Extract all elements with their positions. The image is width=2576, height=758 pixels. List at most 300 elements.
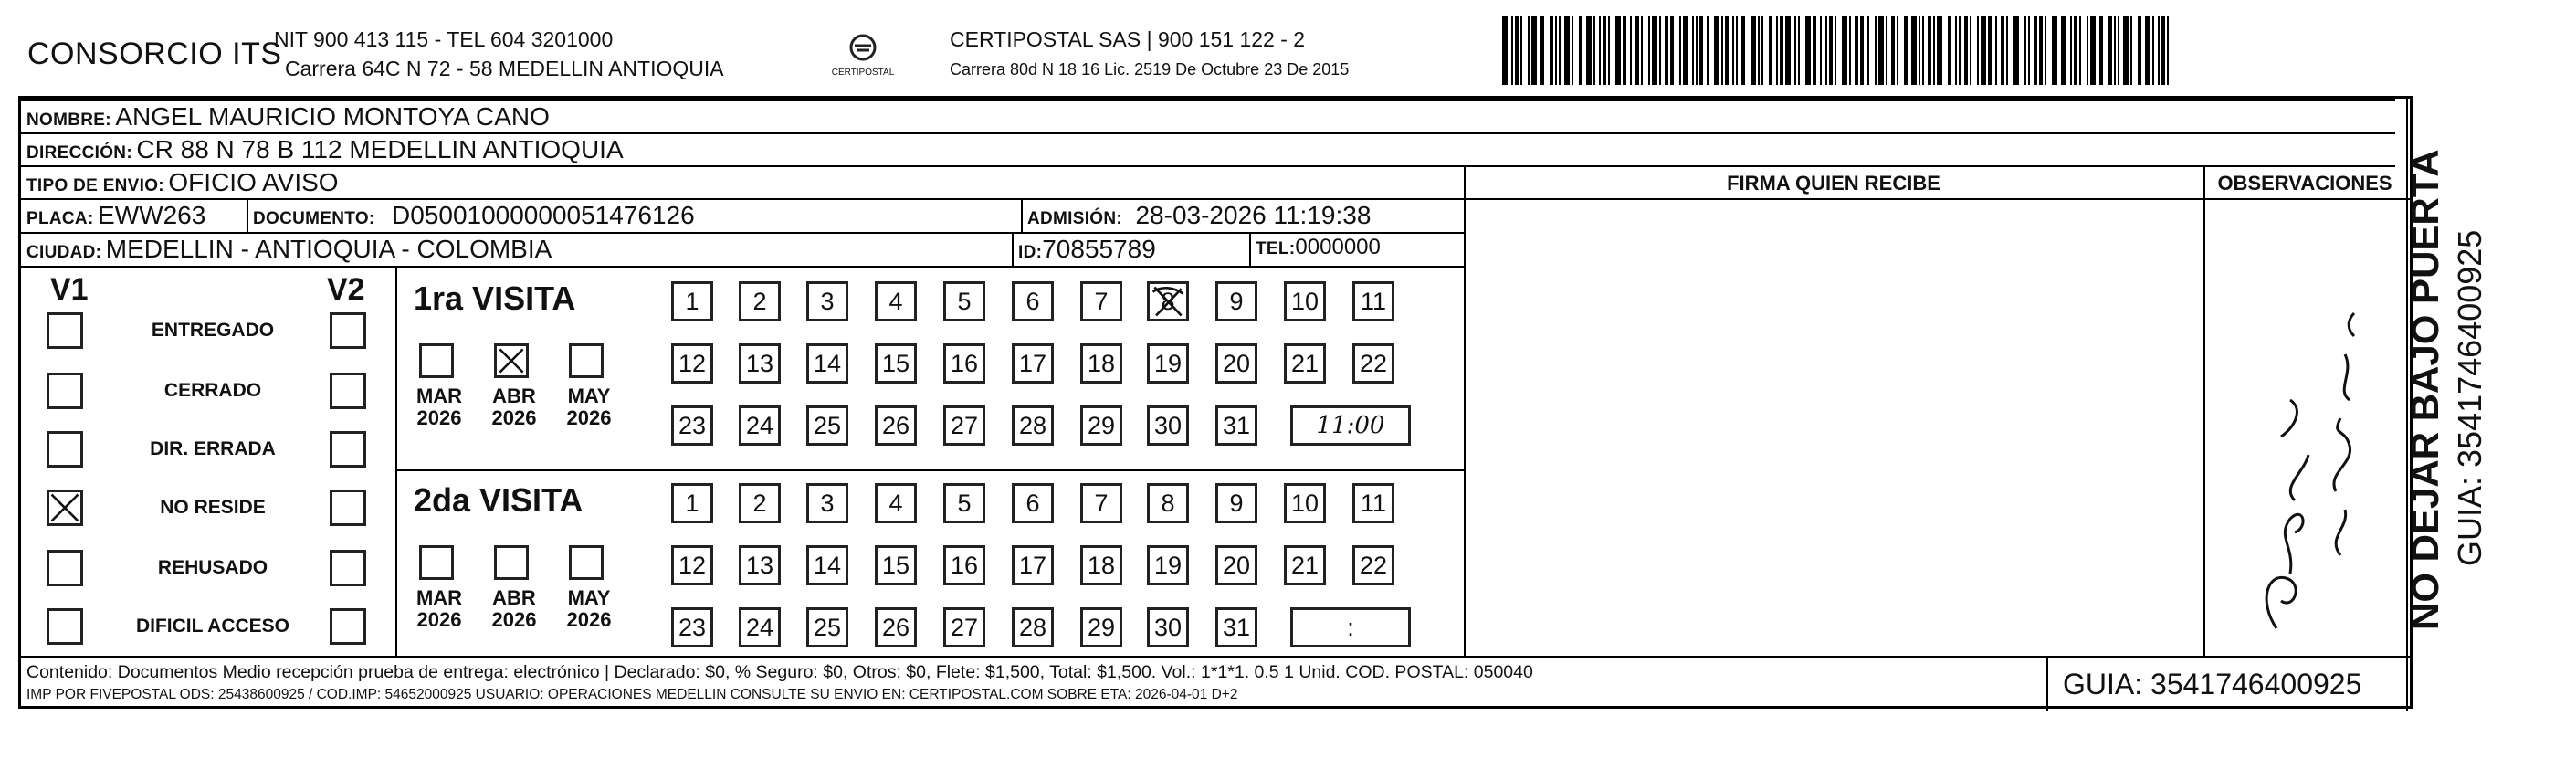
barcode-bar — [2108, 16, 2112, 85]
barcode-bar — [2099, 16, 2103, 85]
visit-day-box[interactable] — [875, 343, 917, 384]
barcode-bar — [1776, 16, 1778, 85]
status-label: DIR. ERRADA — [150, 438, 276, 459]
visit-year-label: 2026 — [416, 608, 462, 632]
status-v1-checkbox[interactable] — [47, 312, 83, 349]
barcode-bar — [1897, 16, 1898, 85]
nombre-value: ANGEL MAURICIO MONTOYA CANO — [115, 102, 550, 131]
barcode-bar — [1904, 16, 1908, 85]
visit-day-box[interactable] — [1284, 545, 1326, 585]
visit-day-box[interactable] — [1215, 343, 1257, 384]
visit-day-number: 22 — [1359, 349, 1388, 377]
visit-day-number: 10 — [1290, 287, 1320, 315]
certipostal-info: CERTIPOSTAL SAS | 900 151 122 - 2 — [950, 27, 1306, 51]
visit-time-box[interactable] — [1290, 607, 1411, 647]
visit-day-box[interactable] — [1080, 483, 1122, 523]
visit-day-number: 4 — [888, 489, 903, 517]
ciudad-value: MEDELLIN - ANTIOQUIA - COLOMBIA — [105, 235, 552, 263]
logo-caption: CERTIPOSTAL — [831, 68, 895, 78]
visit-day-number: 10 — [1290, 489, 1320, 517]
barcode-bar — [1835, 16, 1836, 85]
visit-day-box[interactable] — [1147, 607, 1189, 647]
visit-day-box[interactable] — [943, 343, 985, 384]
visit-day-box[interactable] — [943, 405, 985, 446]
visit-day-box[interactable] — [943, 281, 985, 321]
visit-day-box[interactable] — [671, 281, 713, 321]
ciudad-label: CIUDAD: — [26, 243, 102, 262]
visit-day-box[interactable] — [806, 281, 848, 321]
visit-day-box[interactable] — [1080, 405, 1122, 446]
visit-time-box[interactable] — [1290, 405, 1411, 446]
visit-day-number: 11 — [1360, 489, 1387, 517]
barcode-bar — [1665, 16, 1668, 85]
barcode-bar — [1825, 16, 1827, 85]
barcode-bar — [1531, 16, 1537, 85]
visit-month-checkbox[interactable] — [494, 545, 529, 580]
documento-value: D05001000000051476126 — [392, 201, 695, 229]
visit-day-box[interactable] — [671, 483, 713, 523]
status-v2-checkbox[interactable] — [330, 550, 366, 586]
visit-day-number: 7 — [1094, 287, 1109, 315]
barcode-bar — [1699, 16, 1703, 85]
status-v1-checkbox[interactable] — [47, 490, 83, 526]
documento-label: DOCUMENTO: — [253, 209, 375, 228]
barcode-bar — [1867, 16, 1869, 85]
visit-day-number: 28 — [1018, 613, 1047, 641]
barcode — [1502, 16, 2182, 85]
status-v2-checkbox[interactable] — [330, 431, 366, 468]
visit-day-box[interactable] — [1284, 483, 1326, 523]
visit-day-number: 30 — [1153, 411, 1183, 439]
visit-day-number: 8 — [1161, 489, 1175, 517]
visit-day-box[interactable] — [1080, 281, 1122, 321]
ciudad-field — [26, 237, 552, 262]
visit-day-number: 4 — [888, 287, 903, 315]
visit-day-box[interactable] — [1147, 343, 1189, 384]
barcode-bar — [1707, 16, 1709, 85]
barcode-bar — [1550, 16, 1553, 85]
barcode-bar — [2087, 16, 2088, 85]
tipo-envio-label: TIPO DE ENVIO: — [26, 176, 164, 195]
visit-day-number: 13 — [745, 551, 774, 579]
visit-year-label: 2026 — [566, 406, 612, 430]
v2-header: V2 — [327, 272, 365, 307]
barcode-bar — [1922, 16, 1924, 85]
barcode-bar — [1641, 16, 1643, 85]
barcode-bar — [2090, 16, 2096, 85]
admision-value: 28-03-2026 11:19:38 — [1135, 201, 1372, 229]
id-field — [1018, 237, 1156, 262]
status-v2-checkbox[interactable] — [330, 373, 366, 409]
barcode-bar — [1696, 16, 1698, 85]
visit-day-number: 31 — [1222, 411, 1251, 439]
visit-day-number: 12 — [678, 551, 707, 579]
barcode-bar — [1937, 16, 1942, 85]
visit-day-box[interactable] — [739, 405, 781, 446]
observation-handwriting-icon — [2240, 300, 2386, 637]
visit-day-box[interactable] — [806, 343, 848, 384]
barcode-bar — [1648, 16, 1650, 85]
visit-day-number: 24 — [745, 613, 774, 641]
barcode-bar — [1805, 16, 1811, 85]
visit-day-number: 2 — [752, 287, 767, 315]
visit-month — [487, 385, 541, 429]
visit-month-label: MAR — [415, 586, 463, 609]
visit-day-box[interactable] — [806, 405, 848, 446]
barcode-bar — [1615, 16, 1621, 85]
barcode-bar — [2006, 16, 2008, 85]
barcode-bar — [1875, 16, 1877, 85]
barcode-bar — [1593, 16, 1595, 85]
visit-day-number: 16 — [950, 349, 979, 377]
barcode-bar — [1725, 16, 1729, 85]
barcode-bar — [1603, 16, 1606, 85]
barcode-bar — [1970, 16, 1971, 85]
barcode-bar — [2161, 16, 2165, 85]
visit-day-number: 23 — [678, 613, 707, 641]
visit-day-number: 28 — [1018, 411, 1047, 439]
barcode-bar — [1959, 16, 1961, 85]
visit-day-number: 9 — [1229, 287, 1244, 315]
barcode-bar — [1842, 16, 1847, 85]
barcode-bar — [2028, 16, 2030, 85]
visit-day-number: 16 — [950, 551, 979, 579]
visit-time-separator: : — [1347, 613, 1354, 641]
status-v1-checkbox[interactable] — [47, 431, 83, 468]
barcode-bar — [2123, 16, 2129, 85]
visit-day-box[interactable] — [739, 343, 781, 384]
barcode-bar — [1736, 16, 1738, 85]
barcode-bar — [1564, 16, 1570, 85]
company-nit-tel: NIT 900 413 115 - TEL 604 3201000 — [274, 27, 614, 51]
visit-month-checkbox[interactable] — [569, 545, 604, 580]
visit-day-box[interactable] — [1012, 483, 1054, 523]
visit-day-box[interactable] — [1352, 281, 1394, 321]
visit-day-number: 26 — [881, 613, 910, 641]
visit-day-box[interactable] — [1147, 281, 1189, 321]
tel-field — [1256, 237, 1381, 258]
visit-day-box[interactable] — [806, 483, 848, 523]
visit-month — [562, 587, 616, 631]
visit-day-number: 1 — [685, 489, 699, 517]
visit-title: 1ra VISITA — [414, 279, 576, 317]
delivery-form — [18, 96, 2413, 709]
visit-day-number: 20 — [1222, 551, 1251, 579]
barcode-bar — [1919, 16, 1920, 85]
barcode-bar — [2118, 16, 2119, 85]
status-v1-checkbox[interactable] — [47, 373, 83, 409]
visit-day-number: 18 — [1087, 349, 1116, 377]
visit-day-number: 17 — [1018, 551, 1047, 579]
visit-month — [487, 587, 541, 631]
certipostal-address: Carrera 80d N 18 16 Lic. 2519 De Octubre 23 De 2015 — [950, 60, 1350, 79]
direccion-value: CR 88 N 78 B 112 MEDELLIN ANTIOQUIA — [136, 135, 624, 163]
visit-title: 2da VISITA — [414, 481, 584, 519]
visit-day-number: 26 — [881, 411, 910, 439]
visit-day-number: 14 — [813, 349, 842, 377]
visit-day-box[interactable] — [806, 607, 848, 647]
tel-label: TEL: — [1256, 239, 1296, 258]
visit-day-box[interactable] — [806, 545, 848, 585]
firma-header: FIRMA QUIEN RECIBE — [1727, 172, 1940, 195]
visit-day-box[interactable] — [1147, 405, 1189, 446]
visit-day-number: 11 — [1360, 287, 1387, 315]
tipo-envio-row — [26, 170, 339, 195]
barcode-bar — [1911, 16, 1917, 85]
visit-month — [412, 587, 467, 631]
barcode-bar — [1528, 16, 1530, 85]
barcode-bar — [1714, 16, 1719, 85]
barcode-bar — [2052, 16, 2057, 85]
visit-day-number: 9 — [1229, 489, 1244, 517]
barcode-bar — [2079, 16, 2081, 85]
barcode-bar — [1955, 16, 1957, 85]
barcode-bar — [1769, 16, 1772, 85]
visit-day-number: 8 — [1161, 287, 1175, 315]
direccion-row — [26, 137, 624, 163]
visit-month-checkbox[interactable] — [569, 343, 604, 378]
barcode-bar — [2034, 16, 2037, 85]
visit-day-box[interactable] — [1215, 545, 1257, 585]
barcode-bar — [1933, 16, 1935, 85]
status-v2-checkbox[interactable] — [330, 608, 366, 645]
visit-day-number: 14 — [813, 551, 842, 579]
barcode-bar — [1794, 16, 1796, 85]
visit-month-label: ABR — [492, 586, 536, 609]
visit-day-box[interactable] — [1080, 545, 1122, 585]
visit-day-box[interactable] — [875, 405, 917, 446]
barcode-bar — [1829, 16, 1833, 85]
visit-month-checkbox[interactable] — [419, 343, 454, 378]
tel-value: 0000000 — [1295, 235, 1381, 259]
visit-day-number: 24 — [745, 411, 774, 439]
visit-day-number: 1 — [685, 287, 699, 315]
barcode-bar — [1977, 16, 1979, 85]
placa-field — [26, 203, 205, 228]
visit-day-number: 21 — [1290, 349, 1320, 377]
nombre-label: NOMBRE: — [26, 111, 111, 130]
visit-month-checkbox[interactable] — [419, 545, 454, 580]
company-name: CONSORCIO ITS — [27, 37, 282, 71]
barcode-bar — [2130, 16, 2132, 85]
status-label: NO RESIDE — [160, 497, 266, 518]
barcode-bar — [1860, 16, 1864, 85]
status-label: CERRADO — [163, 380, 262, 401]
visit-day-number: 6 — [1025, 489, 1040, 517]
status-v1-checkbox[interactable] — [47, 550, 83, 586]
barcode-bar — [1630, 16, 1632, 85]
barcode-bar — [1761, 16, 1763, 85]
visit-day-box[interactable] — [739, 483, 781, 523]
barcode-bar — [1928, 16, 1931, 85]
visit-day-number: 6 — [1025, 287, 1040, 315]
visit-day-box[interactable] — [671, 545, 713, 585]
barcode-bar — [2158, 16, 2160, 85]
barcode-bar — [1721, 16, 1723, 85]
visit-day-box[interactable] — [1080, 343, 1122, 384]
visit-month-label: ABR — [492, 384, 536, 407]
barcode-bar — [1849, 16, 1851, 85]
barcode-bar — [2013, 16, 2019, 85]
visit-day-box[interactable] — [875, 607, 917, 647]
side-warning: NO DEJAR BAJO PUERTA — [2403, 149, 2446, 630]
barcode-bar — [1692, 16, 1694, 85]
visit-month-label: MAY — [567, 586, 611, 609]
visit-day-box[interactable] — [875, 483, 917, 523]
visit-day-box[interactable] — [739, 607, 781, 647]
barcode-bar — [1785, 16, 1791, 85]
barcode-bar — [2070, 16, 2072, 85]
guia-number: GUIA: 3541746400925 — [2063, 668, 2362, 700]
visit-day-number: 21 — [1290, 551, 1320, 579]
visit-day-number: 30 — [1153, 613, 1183, 641]
barcode-bar — [1981, 16, 1986, 85]
nombre-row — [26, 104, 550, 130]
visit-year-label: 2026 — [491, 406, 537, 430]
barcode-bar — [1891, 16, 1895, 85]
visit-day-box[interactable] — [943, 545, 985, 585]
visit-day-box[interactable] — [1215, 607, 1257, 647]
documento-field — [253, 203, 695, 228]
barcode-bar — [2152, 16, 2154, 85]
barcode-bar — [1555, 16, 1557, 85]
visit-day-box[interactable] — [1012, 545, 1054, 585]
barcode-bar — [1964, 16, 1968, 85]
visit-day-box[interactable] — [1012, 607, 1054, 647]
barcode-bar — [1579, 16, 1582, 85]
status-v2-checkbox[interactable] — [330, 490, 366, 526]
barcode-bar — [1886, 16, 1887, 85]
status-v2-checkbox[interactable] — [330, 312, 366, 349]
visit-day-number: 31 — [1222, 613, 1251, 641]
visit-day-box[interactable] — [875, 545, 917, 585]
barcode-bar — [2074, 16, 2077, 85]
visit-time-handwritten: 11:00 — [1316, 412, 1385, 439]
visit-day-number: 19 — [1153, 551, 1183, 579]
barcode-bar — [2138, 16, 2141, 85]
visit-month-label: MAY — [567, 384, 611, 407]
status-v1-checkbox[interactable] — [47, 608, 83, 645]
visit-day-box[interactable] — [943, 483, 985, 523]
visit-month-checkbox[interactable] — [494, 343, 529, 378]
visit-day-number: 2 — [752, 489, 767, 517]
barcode-bar — [1855, 16, 1858, 85]
barcode-bar — [1515, 16, 1519, 85]
visit-day-number: 7 — [1094, 489, 1109, 517]
visit-day-number: 13 — [745, 349, 774, 377]
visit-day-box[interactable] — [943, 607, 985, 647]
visit-year-label: 2026 — [491, 608, 537, 632]
visit-day-number: 15 — [881, 349, 910, 377]
visit-year-label: 2026 — [416, 406, 462, 430]
visit-day-box[interactable] — [1215, 281, 1257, 321]
visit-day-box[interactable] — [1012, 281, 1054, 321]
id-value: 70855789 — [1042, 235, 1156, 263]
barcode-bar — [2001, 16, 2004, 85]
visit-day-box[interactable] — [1284, 281, 1326, 321]
visit-day-box[interactable] — [671, 343, 713, 384]
visit-day-box[interactable] — [1215, 483, 1257, 523]
barcode-bar — [1511, 16, 1513, 85]
visit-day-box[interactable] — [671, 607, 713, 647]
visit-day-box[interactable] — [739, 545, 781, 585]
v1-header: V1 — [50, 272, 89, 307]
visit-day-number: 27 — [950, 613, 979, 641]
visit-day-box[interactable] — [1012, 405, 1054, 446]
barcode-bar — [1758, 16, 1760, 85]
visit-day-box[interactable] — [1080, 607, 1122, 647]
barcode-bar — [1540, 16, 1544, 85]
barcode-bar — [1559, 16, 1561, 85]
visit-day-box[interactable] — [1147, 545, 1189, 585]
barcode-bar — [1798, 16, 1800, 85]
barcode-bar — [1741, 16, 1745, 85]
visit-day-number: 20 — [1222, 349, 1251, 377]
visit-month-label: MAR — [415, 384, 463, 407]
barcode-bar — [1820, 16, 1822, 85]
company-address: Carrera 64C N 72 - 58 MEDELLIN ANTIOQUIA — [285, 57, 724, 80]
barcode-bar — [1683, 16, 1688, 85]
visit-day-number: 3 — [820, 489, 835, 517]
footer-contenido: Contenido: Documentos Medio recepción prueba de entrega: electrónico | Declarado: $0, % Seguro: $0, Otros: $0, Flete: $1,500, Total: $1,500. Vol.: 1*1*1. 0.5 1 Unid. COD. POSTAL: 050040 — [26, 662, 1533, 682]
footer-imp: IMP POR FIVEPOSTAL ODS: 25438600925 / COD.IMP: 54652000925 USUARIO: OPERACIONES MEDELLIN CONSULTE SU ENVIO EN: CERTIPOSTAL.COM SOBRE ETA: 2026-04-01 D+2 — [26, 687, 1238, 702]
visit-day-number: 5 — [957, 489, 972, 517]
barcode-bar — [1608, 16, 1610, 85]
side-guia: GUIA: 3541746400925 — [2451, 229, 2488, 566]
barcode-bar — [1780, 16, 1783, 85]
barcode-bar — [2039, 16, 2043, 85]
visit-day-box[interactable] — [739, 281, 781, 321]
visit-day-number: 17 — [1018, 349, 1047, 377]
status-label: ENTREGADO — [151, 320, 275, 341]
direccion-label: DIRECCIÓN: — [26, 143, 132, 163]
barcode-bar — [1520, 16, 1522, 85]
visit-day-box[interactable] — [1012, 343, 1054, 384]
barcode-bar — [2145, 16, 2150, 85]
barcode-bar — [2167, 16, 2169, 85]
visit-day-box[interactable] — [671, 405, 713, 446]
visit-day-number: 5 — [957, 287, 972, 315]
visit-day-box[interactable] — [1284, 343, 1326, 384]
visit-day-box[interactable] — [1147, 483, 1189, 523]
placa-label: PLACA: — [26, 209, 94, 228]
visit-day-number: 25 — [813, 411, 842, 439]
visit-day-number: 3 — [820, 287, 835, 315]
visit-month — [412, 385, 467, 429]
barcode-bar — [1813, 16, 1816, 85]
admision-label: ADMISIÓN: — [1027, 209, 1123, 228]
admision-field — [1027, 203, 1371, 228]
visit-day-box[interactable] — [1352, 483, 1394, 523]
barcode-bar — [2114, 16, 2116, 85]
observaciones-header: OBSERVACIONES — [2217, 172, 2392, 195]
status-label: REHUSADO — [157, 557, 268, 578]
visit-day-number: 27 — [950, 411, 979, 439]
visit-day-number: 12 — [678, 349, 707, 377]
visit-day-box[interactable] — [1352, 343, 1394, 384]
visit-day-number: 19 — [1153, 349, 1183, 377]
visit-year-label: 2026 — [566, 608, 612, 632]
barcode-bar — [1988, 16, 1992, 85]
status-label: DIFICIL ACCESO — [135, 616, 289, 637]
barcode-bar — [1670, 16, 1674, 85]
barcode-bar — [2024, 16, 2026, 85]
barcode-bar — [1502, 16, 1508, 85]
visit-day-box[interactable] — [1215, 405, 1257, 446]
visit-day-box[interactable] — [875, 281, 917, 321]
visit-day-box[interactable] — [1352, 545, 1394, 585]
placa-value: EWW263 — [98, 201, 206, 229]
